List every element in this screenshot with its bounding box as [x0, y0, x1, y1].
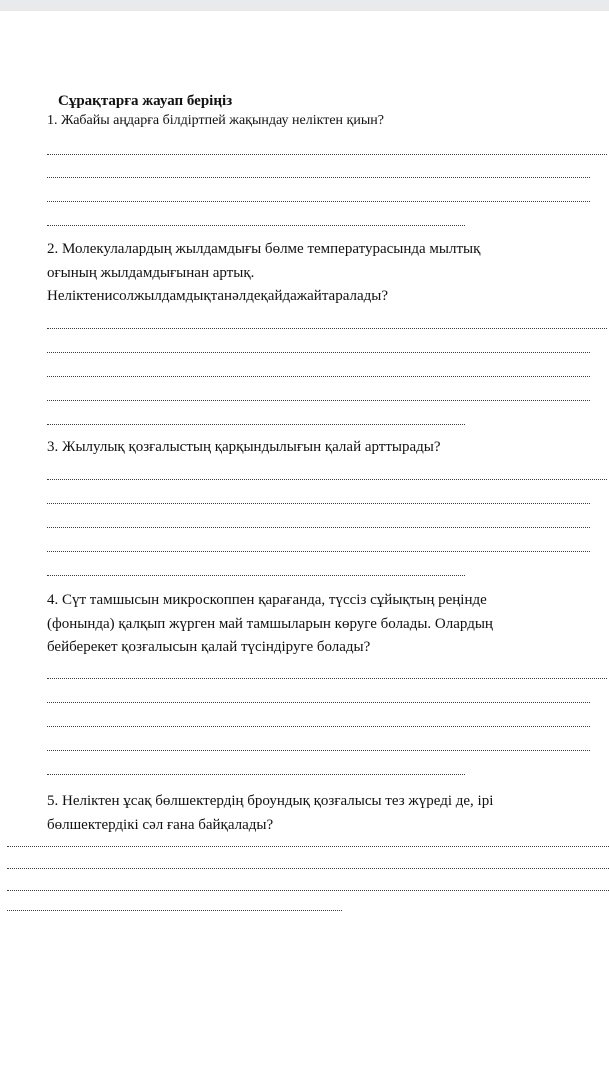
question-4-text — [47, 589, 493, 660]
question-4-line-3: бейберекет қозғалысын қалай түсіндіруге болады? — [47, 639, 371, 655]
question-2-line-1: 2. Молекулалардың жылдамдығы бөлме температурасында мылтық — [47, 241, 481, 257]
answer-line[interactable] — [47, 551, 590, 552]
answer-line[interactable] — [47, 225, 465, 226]
question-1-line-1: 1. Жабайы аңдарға білдіртпей жақындау неліктен қиын? — [47, 113, 384, 128]
answer-line[interactable] — [7, 868, 609, 869]
question-3-line-1: 3. Жылулық қозғалыстың қарқындылығын қалай арттырады? — [47, 439, 441, 455]
answer-line[interactable] — [47, 726, 590, 727]
answer-line[interactable] — [7, 846, 609, 847]
answer-line[interactable] — [47, 750, 590, 751]
answer-line[interactable] — [47, 702, 590, 703]
question-5-text — [47, 790, 493, 837]
answer-line[interactable] — [7, 910, 342, 911]
answer-line[interactable] — [47, 774, 465, 775]
question-3-text — [47, 436, 441, 460]
question-2-line-3: Неліктенисолжылдамдықтанәлдеқайдажайтаралады? — [47, 288, 389, 304]
question-5-line-1: 5. Неліктен ұсақ бөлшектердің броундық қозғалысы тез жүреді де, ірі — [47, 793, 494, 809]
answer-line[interactable] — [47, 678, 607, 679]
answer-line[interactable] — [47, 527, 590, 528]
answer-line[interactable] — [47, 201, 590, 202]
question-2-line-2: оғының жылдамдығынан артық. — [47, 264, 255, 281]
answer-line[interactable] — [47, 352, 590, 353]
answer-line[interactable] — [47, 575, 465, 576]
question-1-text — [47, 113, 384, 129]
question-2-text — [47, 238, 480, 309]
answer-line[interactable] — [47, 424, 465, 425]
answer-line[interactable] — [47, 154, 607, 155]
answer-line[interactable] — [7, 890, 609, 891]
answer-line[interactable] — [47, 328, 607, 329]
question-4-line-1: 4. Сүт тамшысын микроскоппен қарағанда, түссіз сұйықтың реңінде — [47, 592, 487, 608]
answer-line[interactable] — [47, 177, 590, 178]
answer-line[interactable] — [47, 479, 607, 480]
answer-line[interactable] — [47, 503, 590, 504]
worksheet-heading: Сұрақтарға жауап беріңіз — [58, 93, 233, 109]
question-5-line-2: бөлшектердікі сәл ғана байқалады? — [47, 816, 274, 833]
question-4-line-2: (фонында) қалқып жүрген май тамшыларын көруге болады. Олардың — [47, 615, 493, 632]
answer-line[interactable] — [47, 400, 590, 401]
top-bar — [0, 0, 609, 11]
answer-line[interactable] — [47, 376, 590, 377]
